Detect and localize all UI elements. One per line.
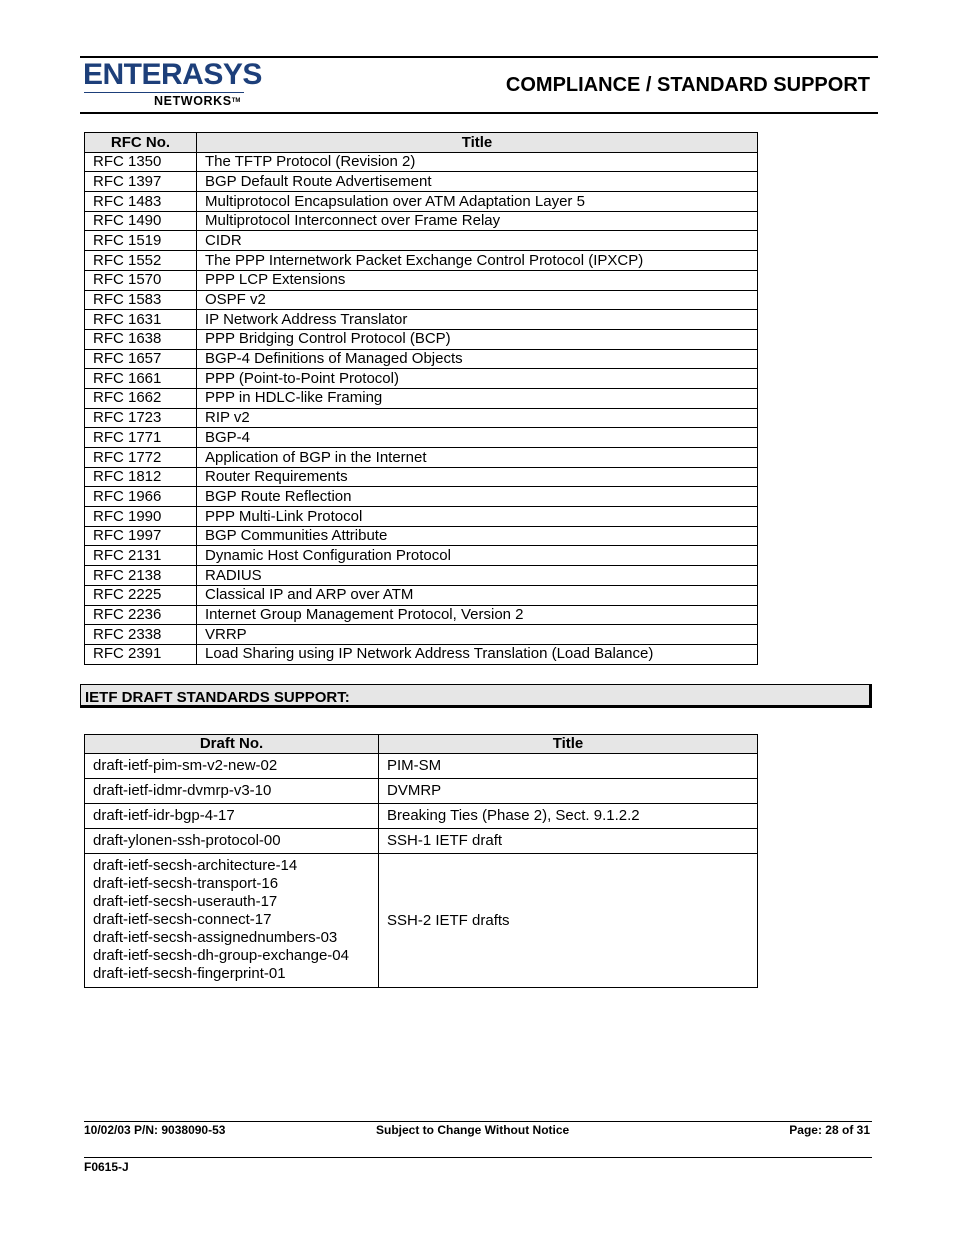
table-row: [85, 526, 758, 546]
footer-bottom-rule: [84, 1157, 872, 1158]
draft-name: draft-ietf-idmr-dvmrp-v3-10: [93, 782, 272, 800]
draft-number-cell: [85, 804, 379, 829]
footer-date-part-number: 10/02/03 P/N: 9038090-53: [84, 1123, 226, 1137]
table-row: [85, 467, 758, 487]
rfc-title-cell: RADIUS: [197, 566, 758, 586]
draft-table-header-row: [85, 735, 758, 754]
draft-number-cell: [85, 779, 379, 804]
rfc-title-cell: VRRP: [197, 625, 758, 645]
draft-name: draft-ietf-idr-bgp-4-17: [93, 807, 235, 825]
rfc-number-cell: RFC 1662: [85, 388, 197, 408]
rfc-title-cell: PPP Multi-Link Protocol: [197, 507, 758, 527]
table-row: [85, 428, 758, 448]
table-row: [85, 605, 758, 625]
draft-table-body: [85, 754, 758, 988]
table-row: [85, 487, 758, 507]
table-row: [85, 507, 758, 527]
rfc-title-cell: Application of BGP in the Internet: [197, 448, 758, 468]
rfc-number-cell: RFC 1812: [85, 467, 197, 487]
logo-trademark: TM: [231, 98, 241, 104]
draft-name: draft-ietf-pim-sm-v2-new-02: [93, 757, 278, 775]
header-bottom-rule: [80, 112, 878, 114]
rfc-title-cell: BGP Default Route Advertisement: [197, 172, 758, 192]
draft-name: draft-ietf-secsh-transport-16: [93, 875, 279, 892]
table-row: [85, 754, 758, 779]
rfc-table-header-row: [85, 133, 758, 153]
table-row: [85, 644, 758, 664]
table-row: [85, 310, 758, 330]
rfc-number-cell: RFC 2225: [85, 585, 197, 605]
rfc-title-cell: PPP (Point-to-Point Protocol): [197, 369, 758, 389]
rfc-title-cell: PPP LCP Extensions: [197, 270, 758, 290]
rfc-number-cell: RFC 1570: [85, 270, 197, 290]
rfc-title-cell: CIDR: [197, 231, 758, 251]
draft-title-cell: Breaking Ties (Phase 2), Sect. 9.1.2.2: [379, 804, 758, 829]
rfc-title-cell: BGP Communities Attribute: [197, 526, 758, 546]
rfc-number-cell: RFC 1583: [85, 290, 197, 310]
rfc-number-cell: RFC 1771: [85, 428, 197, 448]
rfc-number-cell: RFC 1990: [85, 507, 197, 527]
rfc-number-cell: RFC 2131: [85, 546, 197, 566]
table-row: [85, 585, 758, 605]
table-row: [85, 172, 758, 192]
rfc-title-cell: Multiprotocol Interconnect over Frame Relay: [197, 211, 758, 231]
rfc-title-cell: BGP-4 Definitions of Managed Objects: [197, 349, 758, 369]
draft-number-cell: [85, 829, 379, 854]
table-row: [85, 779, 758, 804]
draft-name: draft-ylonen-ssh-protocol-00: [93, 832, 281, 850]
table-row: [85, 804, 758, 829]
rfc-title-cell: Multiprotocol Encapsulation over ATM Adaptation Layer 5: [197, 192, 758, 212]
draft-name: draft-ietf-secsh-fingerprint-01: [93, 965, 286, 982]
footer-top-rule: [84, 1121, 872, 1122]
rfc-number-cell: RFC 1661: [85, 369, 197, 389]
rfc-title-cell: The TFTP Protocol (Revision 2): [197, 152, 758, 172]
rfc-number-cell: RFC 1490: [85, 211, 197, 231]
table-row: [85, 270, 758, 290]
document-title: COMPLIANCE / STANDARD SUPPORT: [505, 74, 870, 96]
rfc-table: [84, 132, 758, 665]
rfc-number-cell: RFC 1997: [85, 526, 197, 546]
table-row: [85, 829, 758, 854]
draft-name: draft-ietf-secsh-dh-group-exchange-04: [93, 947, 349, 964]
table-row: [85, 625, 758, 645]
enterasys-logo: [83, 60, 273, 112]
table-row: [85, 369, 758, 389]
logo-wordmark: ENTERASYS: [83, 58, 262, 91]
draft-title-header: Title: [379, 735, 758, 754]
rfc-title-cell: PPP Bridging Control Protocol (BCP): [197, 329, 758, 349]
rfc-title-cell: Internet Group Management Protocol, Version 2: [197, 605, 758, 625]
rfc-number-cell: RFC 1638: [85, 329, 197, 349]
table-row: [85, 231, 758, 251]
draft-name: draft-ietf-secsh-connect-17: [93, 911, 272, 928]
table-row: [85, 329, 758, 349]
table-row: [85, 388, 758, 408]
draft-title-cell: SSH-2 IETF drafts: [379, 854, 758, 988]
rfc-title-cell: Load Sharing using IP Network Address Translation (Load Balance): [197, 644, 758, 664]
table-row: [85, 854, 758, 988]
draft-title-cell: PIM-SM: [379, 754, 758, 779]
draft-name: draft-ietf-secsh-architecture-14: [93, 857, 298, 874]
ietf-draft-section-heading: [80, 684, 872, 708]
draft-title-cell: SSH-1 IETF draft: [379, 829, 758, 854]
rfc-title-cell: The PPP Internetwork Packet Exchange Control Protocol (IPXCP): [197, 251, 758, 271]
rfc-title-cell: IP Network Address Translator: [197, 310, 758, 330]
draft-table: [84, 734, 758, 988]
rfc-no-header: RFC No.: [85, 133, 197, 153]
rfc-number-cell: RFC 2338: [85, 625, 197, 645]
rfc-number-cell: RFC 1552: [85, 251, 197, 271]
draft-number-cell: [85, 854, 379, 988]
rfc-number-cell: RFC 1397: [85, 172, 197, 192]
rfc-title-cell: Router Requirements: [197, 467, 758, 487]
draft-name: draft-ietf-secsh-assignednumbers-03: [93, 929, 338, 946]
logo-subtext: NETWORKSTM: [154, 94, 241, 108]
table-row: [85, 192, 758, 212]
rfc-number-cell: RFC 1723: [85, 408, 197, 428]
rfc-number-cell: RFC 1350: [85, 152, 197, 172]
footer-page-number: Page: 28 of 31: [789, 1123, 870, 1137]
rfc-title-cell: BGP Route Reflection: [197, 487, 758, 507]
table-row: [85, 290, 758, 310]
rfc-number-cell: RFC 1483: [85, 192, 197, 212]
table-row: [85, 349, 758, 369]
footer-form-number: F0615-J: [84, 1160, 129, 1174]
rfc-number-cell: RFC 1519: [85, 231, 197, 251]
draft-title-cell: DVMRP: [379, 779, 758, 804]
rfc-title-header: Title: [197, 133, 758, 153]
rfc-number-cell: RFC 1631: [85, 310, 197, 330]
rfc-number-cell: RFC 2391: [85, 644, 197, 664]
rfc-number-cell: RFC 1657: [85, 349, 197, 369]
table-row: [85, 546, 758, 566]
footer-notice: Subject to Change Without Notice: [376, 1123, 570, 1137]
table-row: [85, 448, 758, 468]
section-title: IETF DRAFT STANDARDS SUPPORT:: [85, 689, 350, 706]
table-row: [85, 152, 758, 172]
rfc-number-cell: RFC 2138: [85, 566, 197, 586]
rfc-number-cell: RFC 2236: [85, 605, 197, 625]
rfc-title-cell: OSPF v2: [197, 290, 758, 310]
draft-number-cell: [85, 754, 379, 779]
draft-name: draft-ietf-secsh-userauth-17: [93, 893, 278, 910]
rfc-number-cell: RFC 1966: [85, 487, 197, 507]
logo-underline: [84, 92, 244, 93]
rfc-title-cell: RIP v2: [197, 408, 758, 428]
draft-no-header: Draft No.: [85, 735, 379, 754]
table-row: [85, 566, 758, 586]
rfc-title-cell: Dynamic Host Configuration Protocol: [197, 546, 758, 566]
table-row: [85, 251, 758, 271]
rfc-title-cell: BGP-4: [197, 428, 758, 448]
table-row: [85, 408, 758, 428]
rfc-title-cell: PPP in HDLC-like Framing: [197, 388, 758, 408]
table-row: [85, 211, 758, 231]
rfc-title-cell: Classical IP and ARP over ATM: [197, 585, 758, 605]
rfc-table-body: [85, 152, 758, 664]
rfc-number-cell: RFC 1772: [85, 448, 197, 468]
